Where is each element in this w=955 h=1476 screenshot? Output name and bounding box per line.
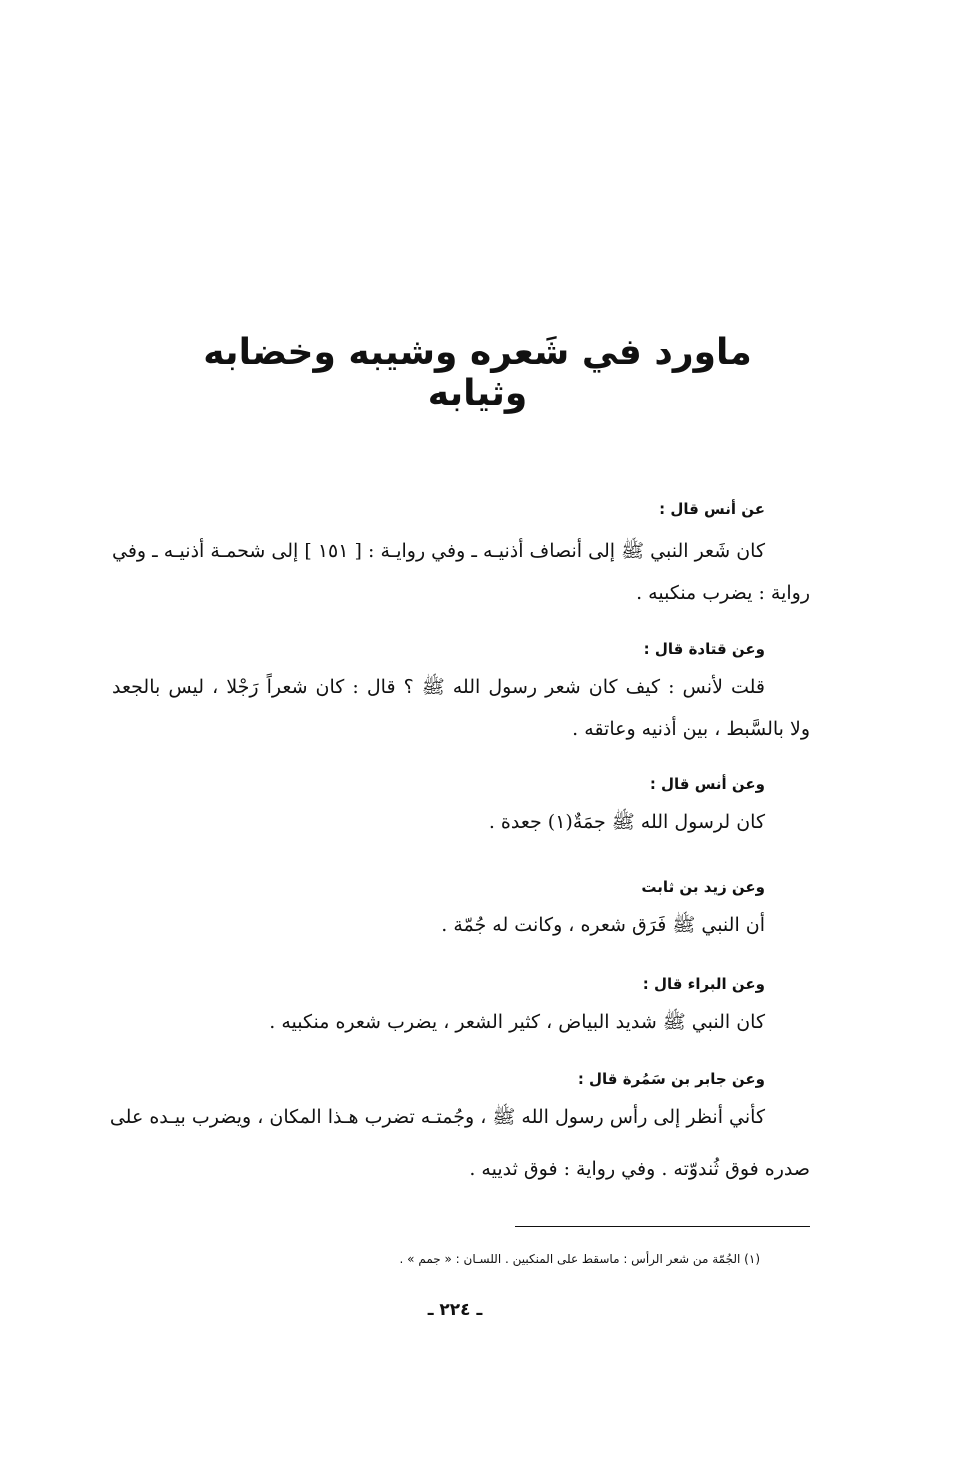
footnote: (١) الجُمّة من شعر الرأس : ماسقط على المنكبين . اللسـان : « جمم » .	[399, 1252, 760, 1266]
section-heading: وعن البراء قال :	[642, 975, 765, 993]
page-number: ـ ٢٢٤ ـ	[427, 1300, 483, 1320]
text-line: قلت لأنس : كيف كان شعر رسول الله ﷺ ؟ قال : كان شعراً رَجْلا ، ليس بالجعد	[112, 676, 765, 698]
section-heading: وعن جابر بن سَمُرة قال :	[577, 1070, 765, 1088]
text-line: ولا بالسَّبط ، بين أذنيه وعاتقه .	[572, 718, 810, 740]
footnote-divider	[515, 1226, 810, 1227]
section-heading: وعن زيد بن ثابت	[641, 878, 765, 896]
section-heading: عن أنس قال :	[659, 500, 765, 518]
section-heading: وعن قتادة قال :	[643, 640, 765, 658]
section-heading: وعن أنس قال :	[649, 775, 765, 793]
text-line: كان النبي ﷺ شديد البياض ، كثير الشعر ، يضرب شعره منكبيه .	[269, 1011, 765, 1033]
chapter-title: ماورد في شَعره وشيبه وخضابه وثيابه	[203, 332, 752, 414]
text-line: أن النبي ﷺ فَرَق شعره ، وكانت له جُمّة .	[441, 914, 765, 936]
text-line: رواية : يضرب منكبيه .	[636, 582, 810, 604]
text-line: صدره فوق ثُندوّته . وفي رواية : فوق ثدييه .	[469, 1158, 810, 1180]
text-line: كان لرسول الله ﷺ جمَةٌ(١) جعدة .	[488, 811, 765, 833]
text-line: كأني أنظر إلى رأس رسول الله ﷺ ، وجُمتـه تضرب هـذا المكان ، ويضرب بيـده على	[109, 1106, 765, 1128]
text-line: كان شَعر النبي ﷺ إلى أنصاف أذنيـه ـ وفي روايـة : [ ١٥١ ] إلى شحمـة أذنيـه ـ وفي	[112, 540, 765, 562]
